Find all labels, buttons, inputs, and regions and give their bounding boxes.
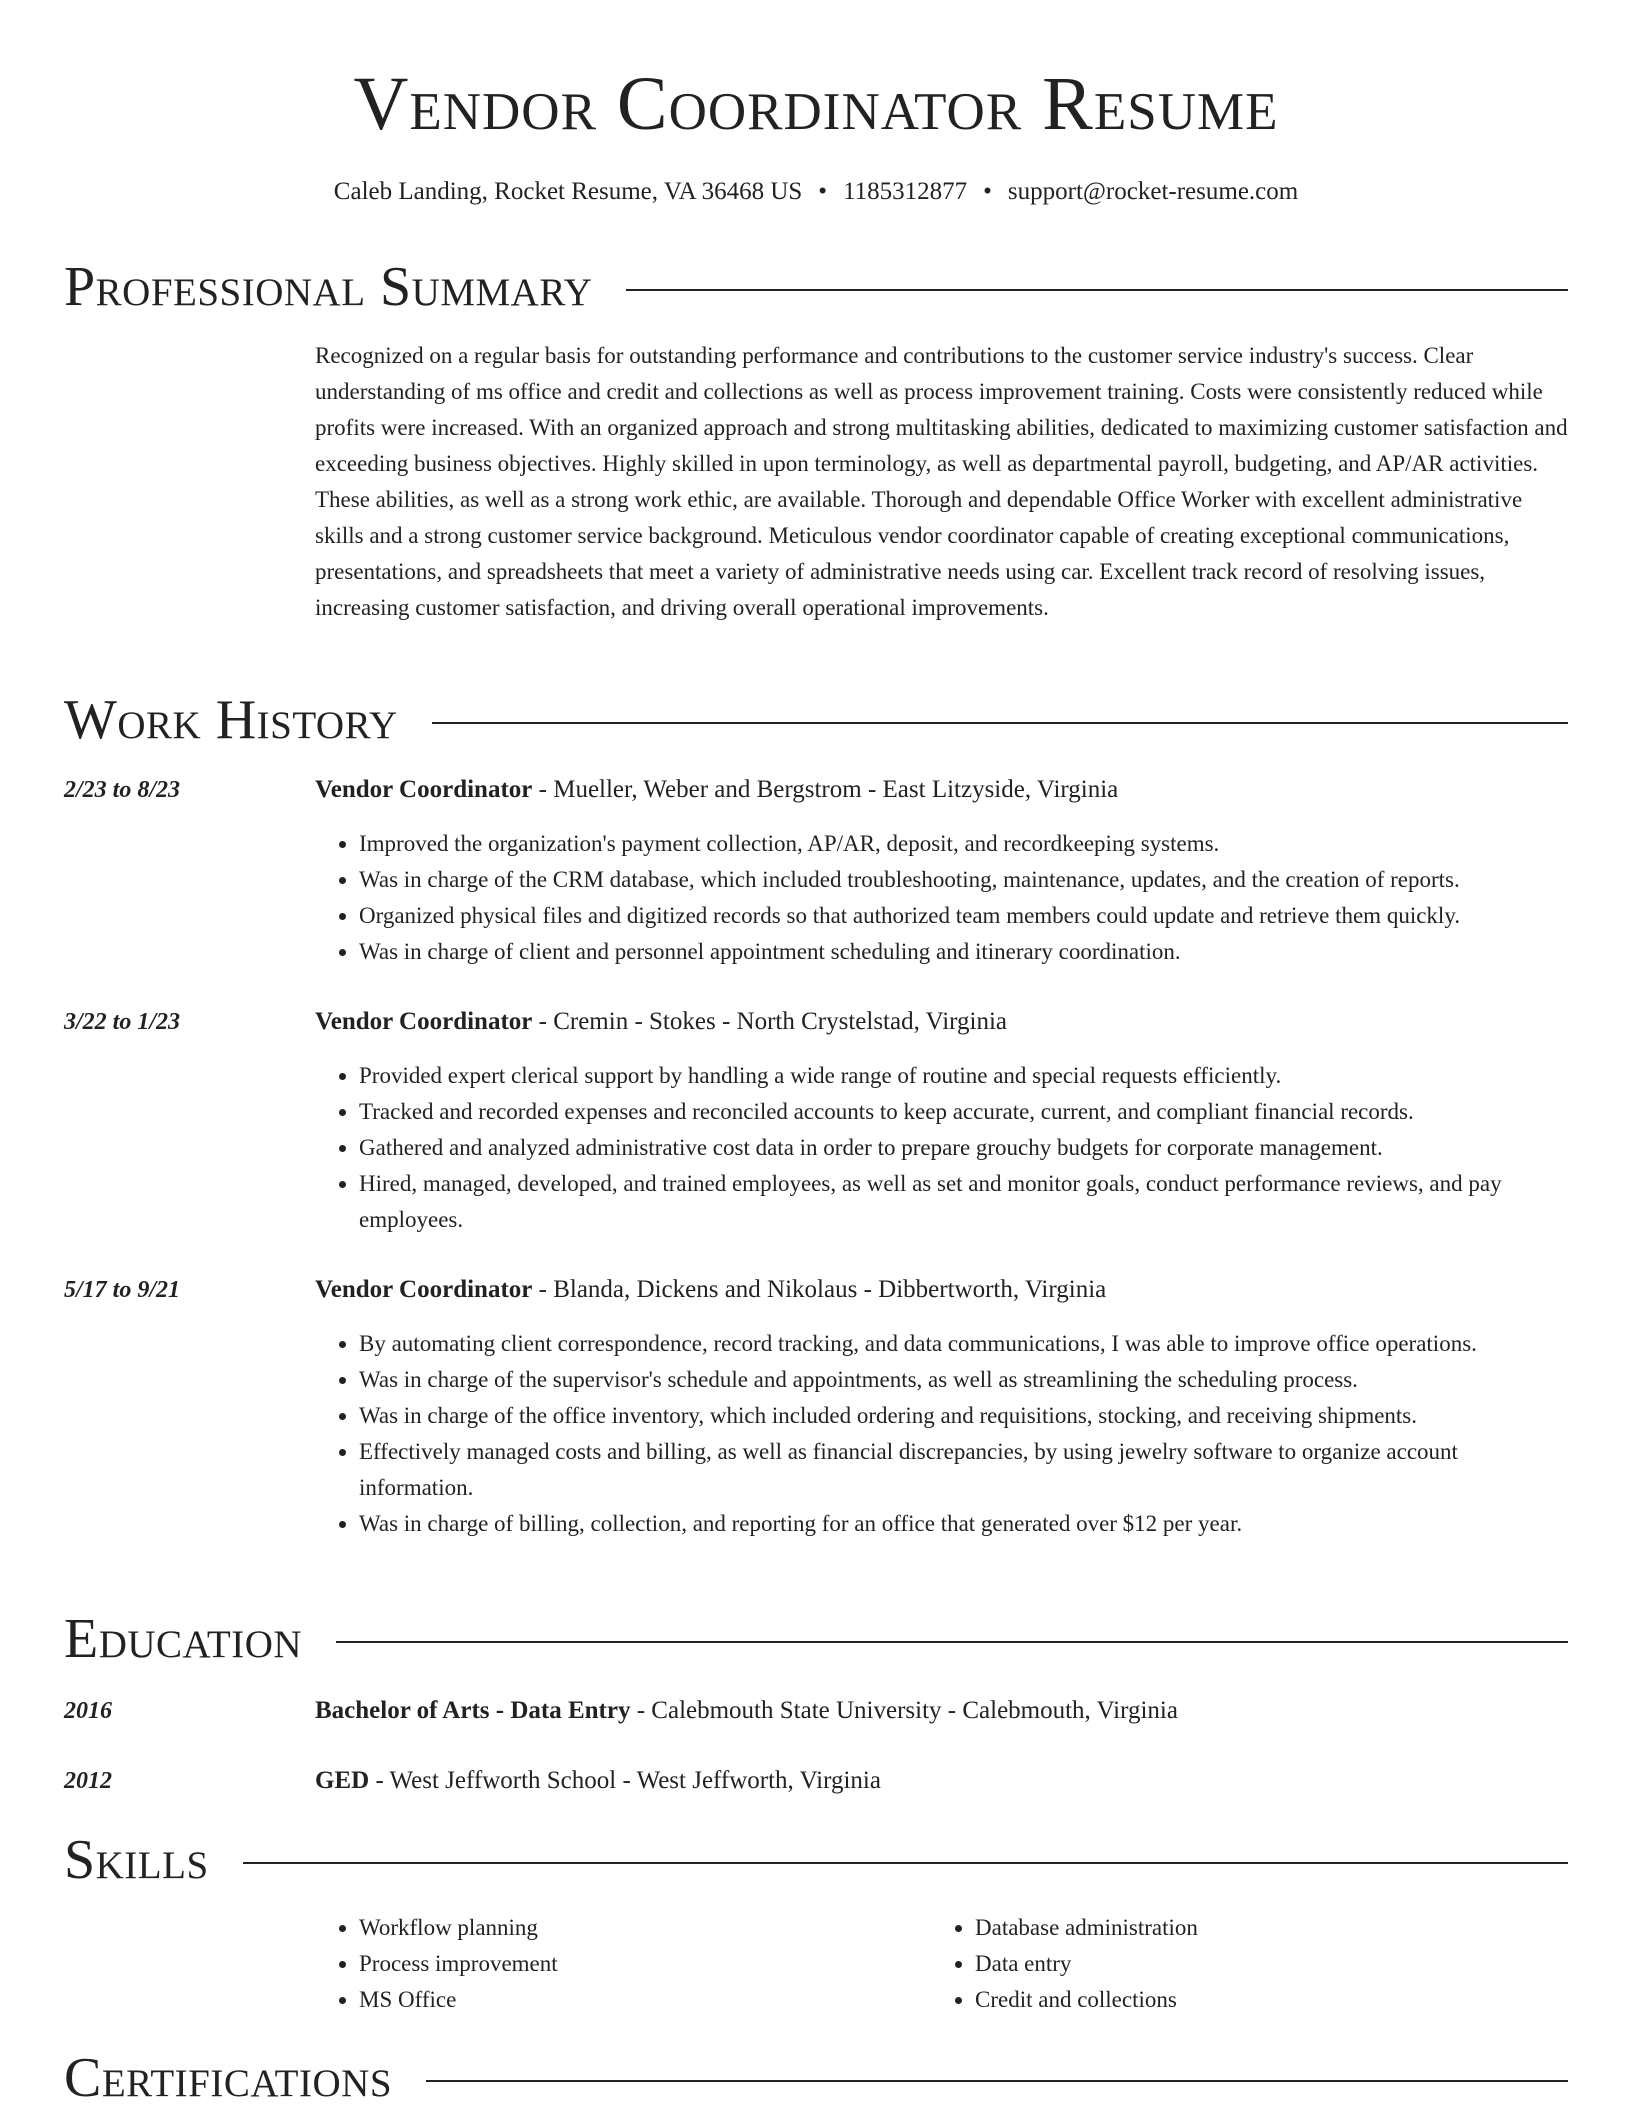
- section-divider: [626, 289, 1568, 291]
- section-title: Education: [64, 1608, 303, 1670]
- work-heading: [315, 772, 1568, 808]
- work-bullet: • Effectively managed costs and billing, as well as financial discrepancies, by using jewelry software to organize account information.: [359, 1434, 1568, 1506]
- work-date: 2/23 to 8/23: [64, 777, 181, 803]
- work-heading: [315, 1004, 1568, 1040]
- work-bullet: • By automating client correspondence, record tracking, and data communications, I was able to improve office operations.: [359, 1326, 1568, 1362]
- section-title: Certifications: [64, 2047, 393, 2109]
- work-role: Vendor Coordinator: [315, 776, 533, 803]
- work-bullet: • Gathered and analyzed administrative cost data in order to prepare grouchy budgets for corporate management.: [359, 1130, 1568, 1166]
- work-bullet: • Was in charge of the supervisor's schedule and appointments, as well as streamlining the scheduling process.: [359, 1362, 1568, 1398]
- work-bullets: [315, 1326, 1568, 1542]
- work-date: 3/22 to 1/23: [64, 1009, 181, 1035]
- work-bullet: • Was in charge of billing, collection, and reporting for an office that generated over $12 per year.: [359, 1506, 1568, 1542]
- section-header-summary: [64, 252, 1568, 322]
- work-bullet: • Improved the organization's payment collection, AP/AR, deposit, and recordkeeping systems.: [359, 826, 1568, 862]
- contact-address: Caleb Landing, Rocket Resume, VA 36468 US: [333, 178, 803, 205]
- skill-item: • Data entry: [975, 1946, 1198, 1982]
- contact-phone: 1185312877: [843, 178, 968, 205]
- skill-item: • Process improvement: [359, 1946, 558, 1982]
- education-date: 2012: [64, 1768, 112, 1794]
- work-details: - Cremin - Stokes - North Crystelstad, Virginia: [532, 1008, 1007, 1035]
- skills-column-left: [315, 1910, 558, 2018]
- summary-text: Recognized on a regular basis for outstanding performance and contributions to the customer service industry's success. Clear understanding of ms office and credit and collections as well as process improvement training. Costs were consistently reduced while profits were increased. With an organized approach and strong multitasking abilities, dedicated to maximizing customer satisfaction and exceeding business objectives. Highly skilled in upon terminology, as well as departmental payroll, budgeting, and AP/AR activities. These abilities, as well as a strong work ethic, are available. Thorough and dependable Office Worker with excellent administrative skills and a strong customer service background. Meticulous vendor coordinator capable of creating exceptional communications, presentations, and spreadsheets that meet a variety of administrative needs using car. Excellent track record of resolving issues, increasing customer satisfaction, and driving overall operational improvements.: [315, 343, 1568, 620]
- work-bullet: • Provided expert clerical support by handling a wide range of routine and special requests efficiently.: [359, 1058, 1568, 1094]
- section-divider: [243, 1862, 1568, 1864]
- section-title: Professional Summary: [64, 256, 593, 318]
- section-title: Work History: [64, 689, 398, 751]
- section-divider: [432, 722, 1568, 724]
- education-heading: [315, 1763, 1568, 1799]
- education-details: - Calebmouth State University - Calebmouth, Virginia: [630, 1697, 1178, 1724]
- section-header-education: [64, 1604, 1568, 1674]
- work-bullet: • Was in charge of client and personnel appointment scheduling and itinerary coordination.: [359, 934, 1568, 970]
- skill-item: • Credit and collections: [975, 1982, 1198, 2018]
- work-role: Vendor Coordinator: [315, 1008, 533, 1035]
- contact-line: [0, 172, 1632, 212]
- education-degree: GED: [315, 1767, 370, 1794]
- work-heading: [315, 1272, 1568, 1308]
- work-bullet: • Was in charge of the office inventory, which included ordering and requisitions, stocking, and receiving shipments.: [359, 1398, 1568, 1434]
- education-details: - West Jeffworth School - West Jeffworth, Virginia: [369, 1767, 881, 1794]
- section-header-skills: [64, 1825, 1568, 1895]
- section-header-certifications: [64, 2043, 1568, 2113]
- education-degree: Bachelor of Arts - Data Entry: [315, 1697, 631, 1724]
- contact-email: support@rocket-resume.com: [1007, 178, 1299, 205]
- work-date: 5/17 to 9/21: [64, 1277, 181, 1303]
- section-header-work-history: [64, 685, 1568, 755]
- work-bullets: [315, 1058, 1568, 1238]
- work-bullet: • Organized physical files and digitized records so that authorized team members could update and retrieve them quickly.: [359, 898, 1568, 934]
- skills-column-right: [931, 1910, 1198, 2018]
- section-divider: [426, 2080, 1568, 2082]
- skill-item: • Workflow planning: [359, 1910, 558, 1946]
- work-bullets: [315, 826, 1568, 970]
- contact-separator: •: [818, 178, 828, 205]
- section-divider: [336, 1641, 1568, 1643]
- resume-title: Vendor Coordinator Resume: [353, 62, 1279, 146]
- education-date: 2016: [64, 1698, 112, 1724]
- skill-item: • MS Office: [359, 1982, 558, 2018]
- work-bullet: • Was in charge of the CRM database, which included troubleshooting, maintenance, updates, and the creation of reports.: [359, 862, 1568, 898]
- work-details: - Blanda, Dickens and Nikolaus - Dibbertworth, Virginia: [532, 1276, 1107, 1303]
- work-role: Vendor Coordinator: [315, 1276, 533, 1303]
- work-bullet: • Tracked and recorded expenses and reconciled accounts to keep accurate, current, and compliant financial records.: [359, 1094, 1568, 1130]
- section-title: Skills: [64, 1829, 209, 1891]
- work-details: - Mueller, Weber and Bergstrom - East Litzyside, Virginia: [532, 776, 1119, 803]
- work-bullet: • Hired, managed, developed, and trained employees, as well as set and monitor goals, conduct performance reviews, and pay employees.: [359, 1166, 1568, 1238]
- contact-separator: •: [983, 178, 992, 205]
- education-heading: [315, 1693, 1568, 1729]
- skill-item: • Database administration: [975, 1910, 1198, 1946]
